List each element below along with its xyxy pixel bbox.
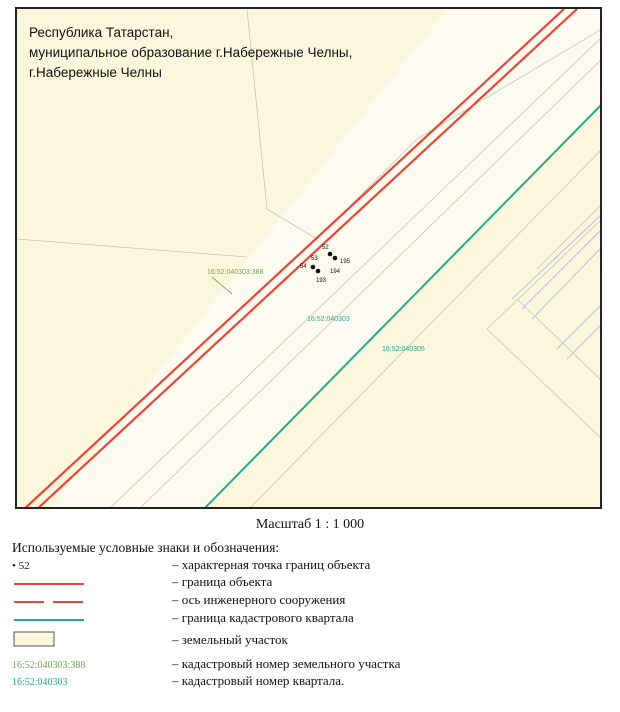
legend-parcel-number-symbol (12, 656, 142, 674)
point-label-53: 53 (311, 256, 318, 262)
legend-title: Используемые условные знаки и обозначения: (12, 540, 280, 555)
point-label-194: 194 (330, 269, 341, 275)
map-canvas (17, 9, 602, 509)
legend-item-quarter-border (12, 610, 612, 628)
legend-land-parcel-desc: – земельный участок (172, 632, 288, 647)
point-marker-193 (316, 269, 321, 274)
legend-item-engineering-axis (12, 592, 612, 610)
legend-quarter-border-symbol (12, 610, 142, 628)
legend-item-parcel-number (12, 656, 612, 674)
legend-quarter-number-sample: 16:52:040303 (12, 677, 68, 688)
region-title (29, 23, 389, 83)
point-label-52: 52 (322, 245, 329, 251)
point-label-54: 54 (300, 264, 307, 270)
legend-parcel-number-sample: 16:52:040303:388 (12, 660, 86, 671)
strip-area (47, 9, 602, 509)
legend-item-land-parcel (12, 630, 612, 650)
region-title-line-2: муниципальное образование г.Набережные Челны, (29, 45, 353, 60)
point-marker-52 (328, 252, 333, 257)
map-frame (15, 7, 602, 509)
region-title-line-3: г.Набережные Челны (29, 65, 162, 80)
legend-land-parcel-symbol (12, 630, 142, 648)
legend-parcel-number-desc: – кадастровый номер земельного участка (172, 656, 401, 671)
legend-item-object-border (12, 574, 612, 592)
legend-engineering-axis-desc: – ось инженерного сооружения (172, 592, 346, 607)
legend-point-symbol (12, 557, 142, 575)
legend-quarter-number-symbol (12, 673, 142, 691)
legend-point-text: • 52 (12, 560, 30, 572)
quarter-number-label-1: 16:52:040303 (307, 316, 350, 323)
point-marker-195 (333, 256, 338, 261)
legend-object-border-symbol (12, 574, 142, 592)
legend-quarter-number-desc: – кадастровый номер квартала. (172, 673, 345, 688)
quarter-number-label-2: 16:52:040305 (382, 346, 425, 353)
point-label-195: 195 (340, 259, 351, 265)
legend-object-border-desc: – граница объекта (172, 574, 273, 589)
map-scale: Масштаб 1 : 1 000 (255, 517, 365, 532)
legend-point-desc: – характерная точка границ объекта (172, 557, 371, 572)
point-label-193: 193 (316, 278, 327, 284)
parcel-number-label: 16:52:040303:388 (207, 269, 264, 276)
region-title-line-1: Республика Татарстан, (29, 25, 174, 40)
point-marker-54 (311, 265, 316, 270)
legend-quarter-border-desc: – граница кадастрового квартала (172, 610, 354, 625)
legend-item-point (12, 557, 612, 575)
legend-item-quarter-number (12, 673, 612, 691)
legend-engineering-axis-symbol (12, 592, 142, 610)
